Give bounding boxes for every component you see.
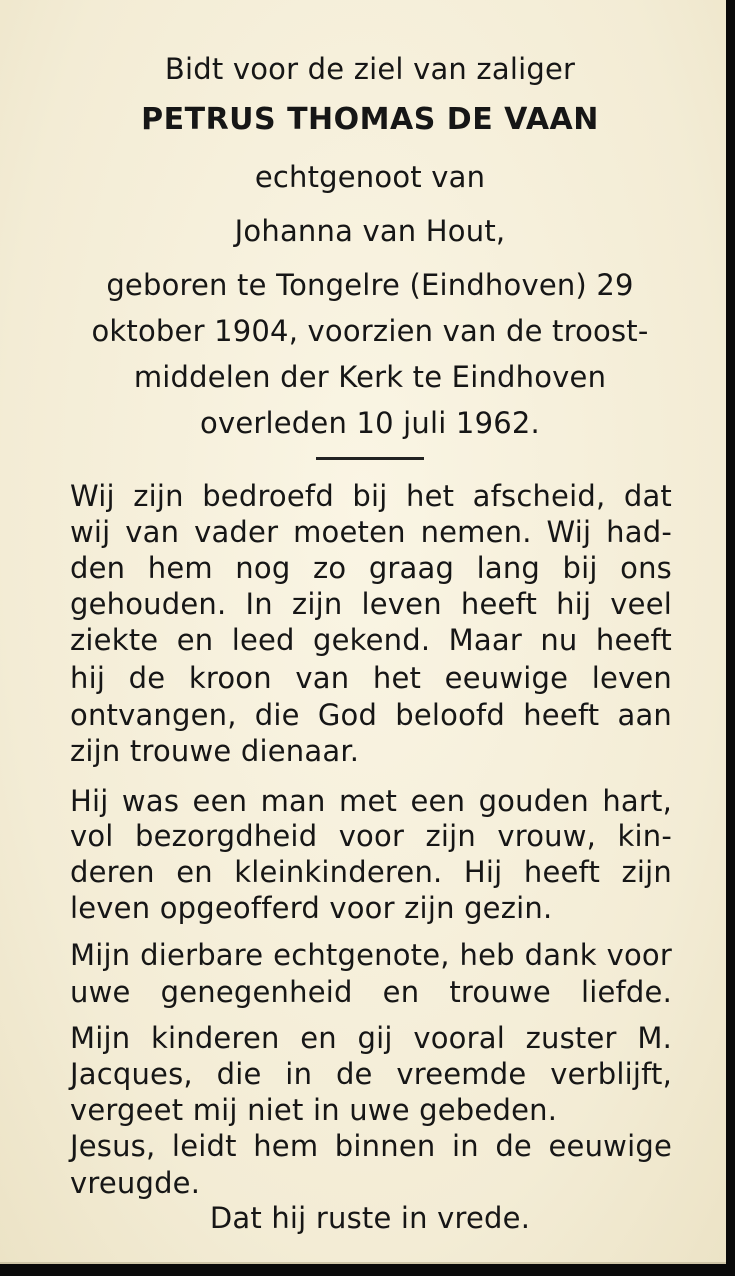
p5-line: vreugde. — [70, 1166, 201, 1200]
p1-line: wij van vader moeten nemen. Wij had- — [70, 515, 672, 549]
p3-line: Mijn dierbare echtgenote, heb dank voor — [70, 938, 672, 972]
divider-rule — [316, 457, 424, 460]
spouse-name: Johanna van Hout, — [234, 214, 506, 248]
death-line: overleden 10 juli 1962. — [200, 406, 540, 440]
birth-line-2: oktober 1904, voorzien van de troost- — [91, 314, 649, 348]
p4-line: Jacques, die in de vreemde verblijft, — [70, 1057, 672, 1091]
p1-line: ontvangen, die God beloofd heeft aan — [70, 698, 672, 732]
p1-line: ziekte en leed gekend. Maar nu heeft — [70, 623, 672, 657]
p1-line: den hem nog zo graag lang bij ons — [70, 551, 672, 585]
p2-line: leven opgeofferd voor zijn gezin. — [70, 891, 553, 925]
deceased-name: PETRUS THOMAS DE VAAN — [141, 102, 599, 137]
p2-line: vol bezorgdheid voor zijn vrouw, kin- — [70, 819, 672, 853]
p1-line: hij de kroon van het eeuwige leven — [70, 661, 672, 695]
p1-line: zijn trouwe dienaar. — [70, 734, 360, 768]
p4-line: vergeet mij niet in uwe gebeden. — [70, 1093, 558, 1127]
p3-line: uwe genegenheid en trouwe liefde. — [70, 975, 672, 1009]
birth-line-3: middelen der Kerk te Eindhoven — [133, 360, 607, 394]
spouse-intro: echtgenoot van — [254, 160, 486, 194]
p5-line: Jesus, leidt hem binnen in de eeuwige — [70, 1129, 672, 1163]
p4-line: Mijn kinderen en gij vooral zuster M. — [70, 1021, 672, 1055]
p2-line: Hij was een man met een gouden hart, — [70, 784, 672, 818]
p1-line: Wij zijn bedroefd bij het afscheid, dat — [70, 479, 672, 513]
closing-line: Dat hij ruste in vrede. — [209, 1201, 531, 1235]
birth-line-1: geboren te Tongelre (Eindhoven) 29 — [106, 268, 634, 302]
p2-line: deren en kleinkinderen. Hij heeft zijn — [70, 855, 672, 889]
prayer-line: Bidt voor de ziel van zaliger — [164, 52, 576, 86]
p1-line: gehouden. In zijn leven heeft hij veel — [70, 587, 672, 621]
